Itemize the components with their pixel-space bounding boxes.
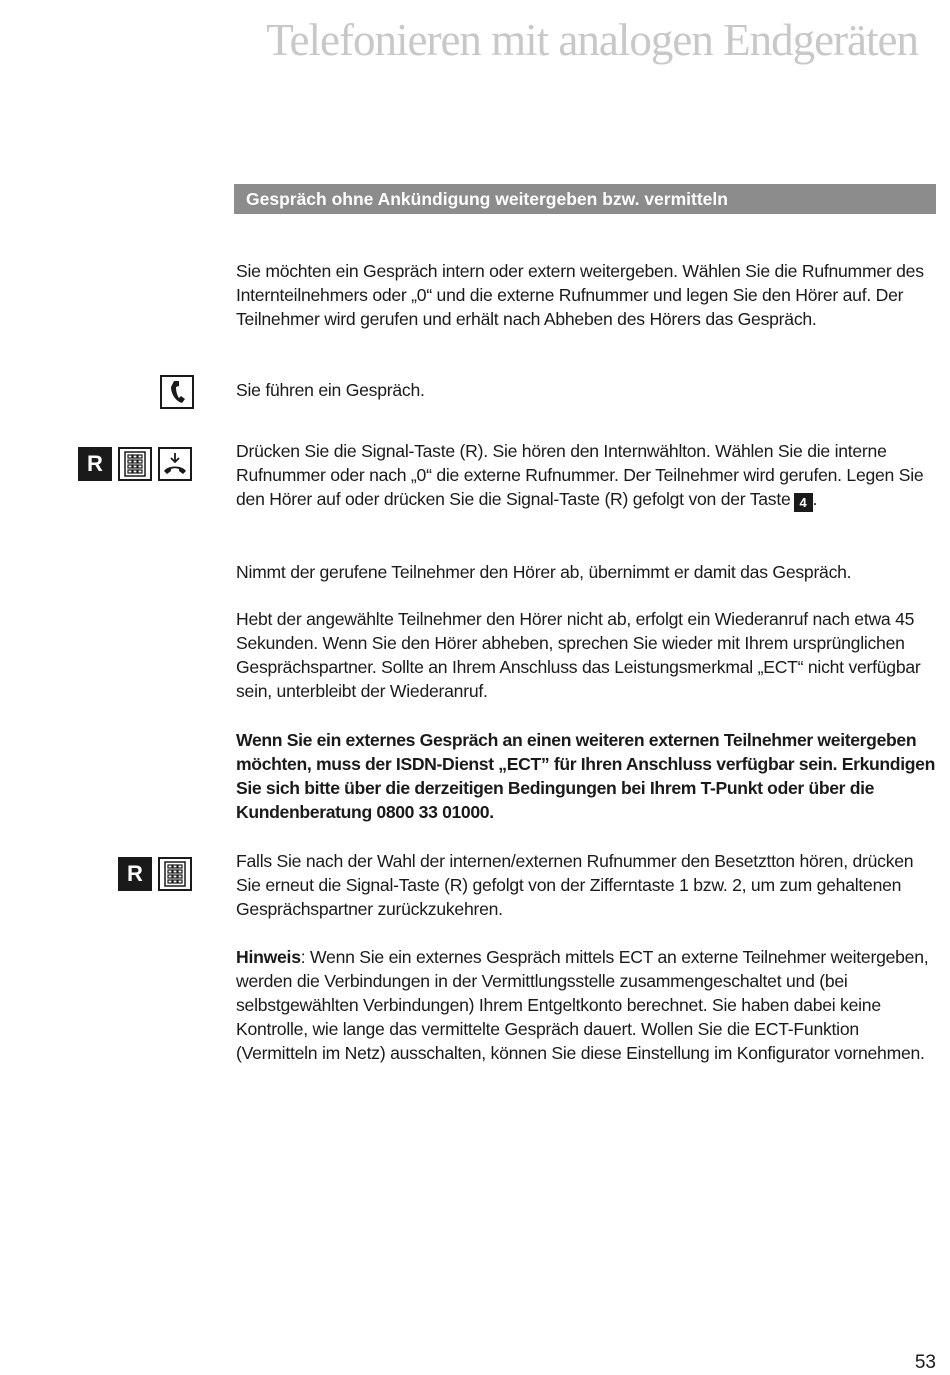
note-paragraph	[236, 945, 936, 1065]
step2-text	[236, 439, 936, 512]
section-title: Gespräch ohne Ankündigung weitergeben bzw. vermitteln	[234, 184, 936, 214]
handset-icon	[160, 375, 194, 409]
intro-paragraph: Sie möchten ein Gespräch intern oder extern weitergeben. Wählen Sie die Rufnummer des Internteilnehmers oder „0“ und die externe Rufnummer und legen Sie den Hörer auf. Der Teilnehmer wird gerufen und erhält nach Abheben des Hörers das Gespräch.	[236, 261, 924, 329]
hang-up-icon	[158, 447, 192, 481]
note-label: Hinweis	[236, 947, 301, 967]
step1-text: Sie führen ein Gespräch.	[236, 380, 425, 400]
ect-bold-paragraph: Wenn Sie ein externes Gespräch an einen weiteren externen Teilnehmer weitergeben möchten, muss der ISDN-Dienst „ECT” für Ihren Anschluss verfügbar sein. Erkundigen Sie sich bitte über die derzeitigen Bedingungen bei Ihrem T-Punkt oder über die Kundenberatung 0800 33 01000.	[236, 730, 935, 822]
keypad-icon	[158, 857, 192, 891]
keypad-icon	[118, 447, 152, 481]
step3-icons	[118, 857, 192, 891]
page-number: 53	[914, 1352, 936, 1373]
step2-icons	[78, 447, 192, 481]
accept-paragraph: Nimmt der gerufene Teilnehmer den Hörer ab, übernimmt er damit das Gespräch.	[236, 562, 852, 582]
recall-paragraph: Hebt der angewählte Teilnehmer den Hörer nicht ab, erfolgt ein Wiederanruf nach etwa 45 Sekunden. Wenn Sie den Hörer abheben, sprechen Sie wieder mit Ihrem ursprünglichen Gesprächspartner. Sollte an Ihrem Anschluss das Leistungsmerkmal „ECT“ nicht verfügbar sein, unterbleibt der Wiederanruf.	[236, 609, 921, 701]
r-key-icon: R	[78, 447, 112, 481]
key-4-icon: 4	[794, 493, 813, 512]
r-key-icon: R	[118, 857, 152, 891]
step3-text: Falls Sie nach der Wahl der internen/externen Rufnummer den Besetztton hören, drücken Sie erneut die Signal-Taste (R) gefolgt von der Zifferntaste 1 bzw. 2, um zum gehaltenen Gesprächspartner zurückzukehren.	[236, 851, 914, 919]
chapter-title: Telefonieren mit analogen Endgeräten	[266, 15, 918, 65]
step1-icons	[160, 375, 194, 409]
step2-text-main: Drücken Sie die Signal-Taste (R). Sie hören den Internwählton. Wählen Sie die interne Rufnummer oder nach „0“ die externe Rufnummer. Der Teilnehmer wird gerufen. Legen Sie den Hörer auf oder drücken Sie die Signal-Taste (R) gefolgt von der Taste	[236, 441, 924, 509]
note-text: : Wenn Sie ein externes Gespräch mittels ECT an externe Teilnehmer weitergeben, werden die Verbindungen in der Vermittlungsstelle zusammengeschaltet und (bei selbstgewählten Verbindungen) Ihrem Entgeltkonto berechnet. Sie haben dabei keine Kontrolle, wie lange das vermittelte Gespräch dauert. Wollen Sie die ECT-Funktion (Vermitteln im Netz) ausschalten, können Sie diese Einstellung im Konfigurator vornehmen.	[236, 947, 929, 1063]
step2-text-end: .	[812, 489, 818, 509]
